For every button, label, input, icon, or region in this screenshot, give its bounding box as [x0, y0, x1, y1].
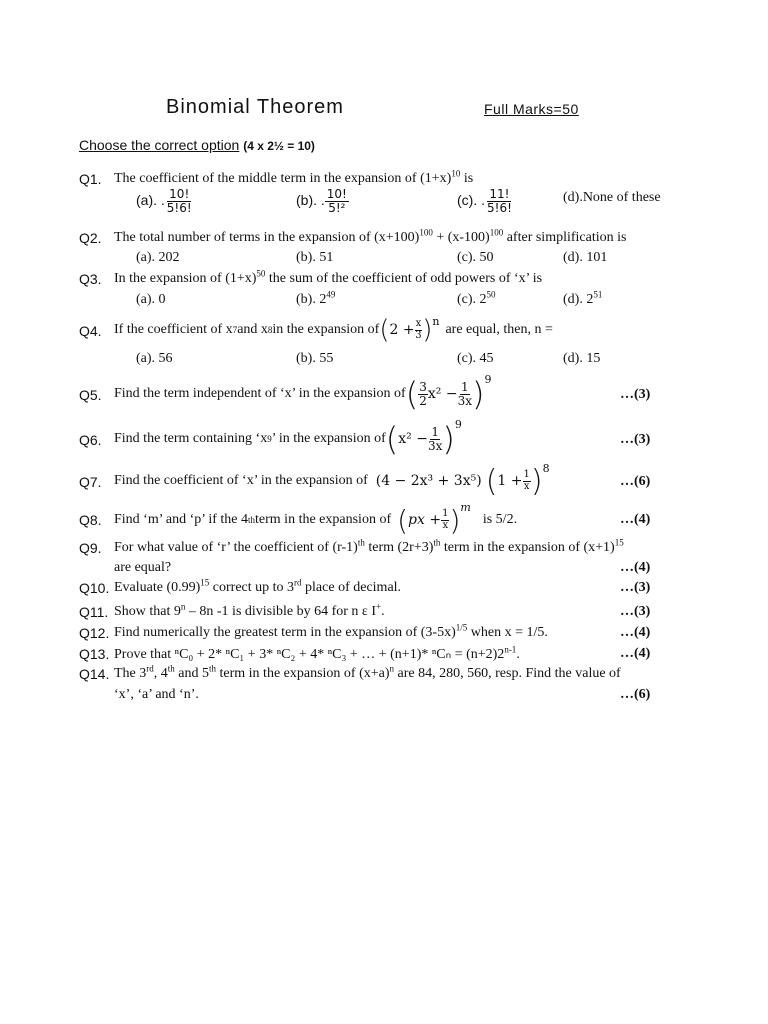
- q6-number: Q6.: [79, 432, 102, 448]
- q12-marks: …(4): [620, 625, 651, 640]
- instruction-text: Choose the correct option: [79, 137, 240, 153]
- q4-option-a[interactable]: (a). 56: [136, 351, 173, 366]
- q8-text: Find ‘m’ and ‘p’ if the 4 th term in the expansion of ( px + $\frac{1}{x}$ ) $^m$ is 5/2.: [114, 501, 518, 537]
- q14-text-line2: ‘x’, ‘a’ and ‘n’.: [114, 687, 199, 702]
- q2-option-a[interactable]: (a). 202: [136, 250, 180, 265]
- q1-option-d[interactable]: (d).None of these: [563, 190, 661, 205]
- q9-marks: …(4): [620, 560, 651, 575]
- q3-number: Q3.: [79, 271, 102, 287]
- q2-option-b[interactable]: (b). 51: [296, 250, 334, 265]
- q8-number: Q8.: [79, 512, 102, 528]
- q4-text: If the coefficient of x 7 and x 8 in the expansion of ( 2 + $\frac{x}{3}$ ) $^n$ are equal, then, n =: [114, 315, 553, 345]
- q3-option-c[interactable]: (c). $2^{50}$: [457, 289, 496, 307]
- q8-marks: …(4): [620, 512, 651, 527]
- q1-option-c[interactable]: (c). . $\frac{11!}{5!6!}$: [457, 187, 512, 216]
- q10-marks: …(3): [620, 580, 651, 595]
- q2-option-c[interactable]: (c). 50: [457, 250, 494, 265]
- q2-text: The total number of terms in the expansion of $(x+100)^{100} + (x-100)^{100}$ after simplification is: [114, 227, 627, 245]
- q3-option-d[interactable]: (d). $2^{51}$: [563, 289, 603, 307]
- q5-text: Find the term independent of ‘x’ in the expansion of ( 3 2 x² − $\frac{1}{3x}$ ) $^9$: [114, 373, 492, 413]
- q3-option-a[interactable]: (a). 0: [136, 292, 166, 307]
- q1-option-b[interactable]: (b). . $\frac{10!}{\text{5!²}}$: [296, 187, 347, 216]
- q9-text-line2: are equal?: [114, 560, 172, 575]
- q4-number: Q4.: [79, 323, 102, 339]
- q3-option-b[interactable]: (b). $2^{49}$: [296, 289, 336, 307]
- q5-number: Q5.: [79, 387, 102, 403]
- q14-number: Q14.: [79, 666, 110, 682]
- q1-text: The coefficient of the middle term in the expansion of $(1+x)^{10}$ is: [114, 168, 474, 186]
- page-title: Binomial Theorem: [166, 96, 344, 118]
- q2-option-d[interactable]: (d). 101: [563, 250, 608, 265]
- q13-number: Q13.: [79, 646, 110, 662]
- q12-number: Q12.: [79, 625, 110, 641]
- q3-text: In the expansion of $(1+x)^{50}$ the sum of the coefficient of odd powers of ‘x’ is: [114, 268, 543, 286]
- q7-text: Find the coefficient of ‘x’ in the expansion of (4 − 2x³ + 3x⁵) ( 1 + $\frac{1}{x}$ ) $^8$: [114, 462, 550, 499]
- q9-number: Q9.: [79, 540, 102, 556]
- q4-option-c[interactable]: (c). 45: [457, 351, 494, 366]
- q12-text: Find numerically the greatest term in the expansion of $(3-5x)^{1/5}$ when x = 1/5.: [114, 622, 548, 640]
- q4-option-d[interactable]: (d). 15: [563, 351, 601, 366]
- section-instruction: [79, 137, 315, 153]
- q13-text: Prove that ⁿC₀ + 2* ⁿC₁ + 3* ⁿC₂ + 4* ⁿC₃ + … + (n+1)* $^nC_n = (n+2)2^{n-1}$.: [114, 644, 520, 662]
- q2-number: Q2.: [79, 230, 102, 246]
- q11-number: Q11.: [79, 604, 109, 620]
- q4-option-b[interactable]: (b). 55: [296, 351, 334, 366]
- instruction-marks: (4 x 2½ = 10): [243, 139, 315, 153]
- q9-text: For what value of ‘r’ the coefficient of $(r-1)^{th}$ term $(2r+3)^{th}$ term in the expansion of $(x+1)^{15}$: [114, 537, 624, 555]
- full-marks: Full Marks=50: [484, 101, 579, 117]
- q10-number: Q10.: [79, 580, 110, 596]
- q14-marks: …(6): [620, 687, 651, 702]
- q11-text: Show that 9$^n$ – 8n -1 is divisible by 64 for n ε I+.: [114, 601, 385, 619]
- q6-text: Find the term containing ‘x 9 ’ in the expansion of ( x² − $\frac{1}{3x}$ ) $^9$: [114, 418, 462, 458]
- q7-marks: …(6): [620, 474, 651, 489]
- q1-number: Q1.: [79, 171, 102, 187]
- q5-marks: …(3): [620, 387, 651, 402]
- q7-number: Q7.: [79, 474, 102, 490]
- q14-text: The 3rd, 4th and 5th term in the expansion of $(x+a)^n$ are 84, 280, 560, resp. Find the value of: [114, 663, 621, 681]
- q1-option-a[interactable]: (a). . $\frac{10!}{5!6!}$: [136, 187, 192, 216]
- q13-marks: …(4): [620, 646, 651, 661]
- q11-marks: …(3): [620, 604, 651, 619]
- q6-marks: …(3): [620, 432, 651, 447]
- q10-text: Evaluate $(0.99)^{15}$ correct up to 3rd place of decimal.: [114, 577, 402, 595]
